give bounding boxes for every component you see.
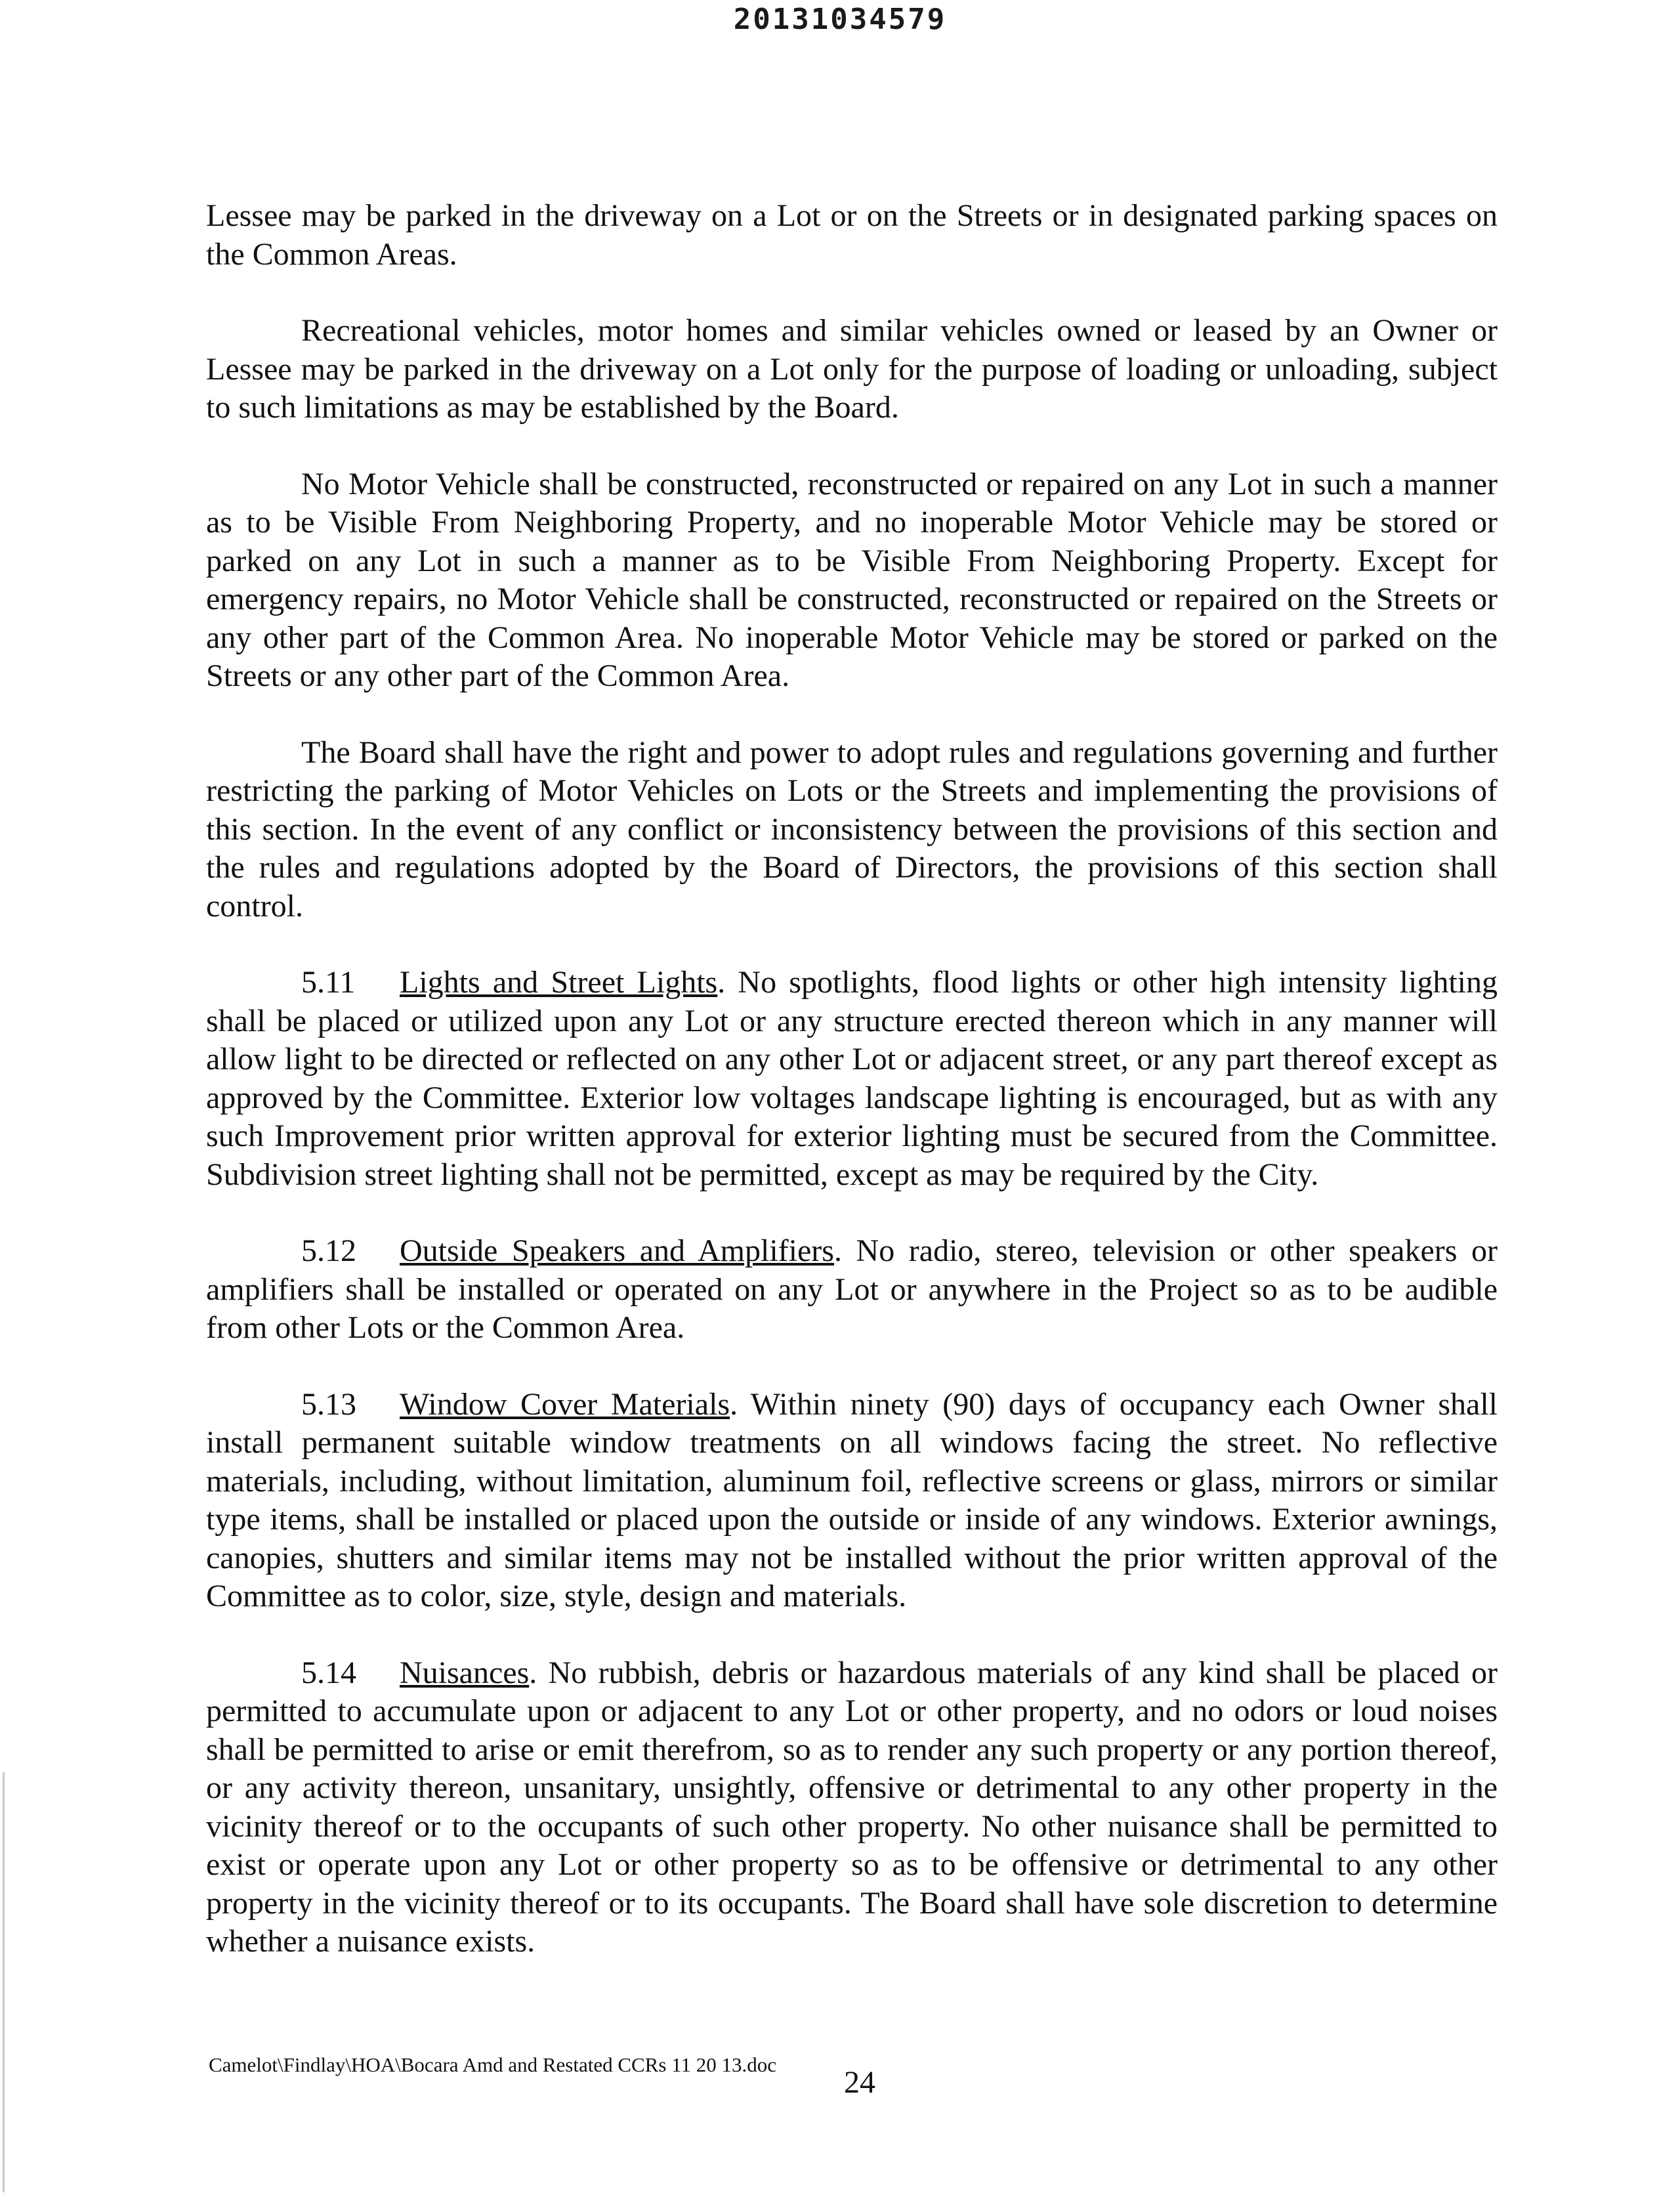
section-body: . No radio, stereo, television or other speakers or amplifiers shall be installed or operated on any Lot or anywhere in the Project so as to be audible from other Lots or the Common Area. <box>206 1233 1498 1345</box>
section-5-13 <box>206 1386 1498 1616</box>
section-title: Outside Speakers and Amplifiers <box>400 1233 834 1268</box>
section-5-12 <box>206 1232 1498 1348</box>
section-number: 5.14 <box>301 1655 356 1690</box>
scan-edge-mark <box>3 1772 5 2192</box>
document-body <box>206 197 1498 1999</box>
section-body: . No rubbish, debris or hazardous materials of any kind shall be placed or permitted to accumulate upon or adjacent to any Lot or other property, and no odors or loud noises shall be permitted to arise or emit therefrom, so as to render any such property or any portion thereof, or any activity thereon, unsanitary, unsightly, offensive or detrimental to any other property in the vicinity thereof or to the occupants of such other property. No other nuisance shall be permitted to exist or operate upon any Lot or other property so as to be offensive or detrimental to any other property in the vicinity thereof or to its occupants. The Board shall have sole discretion to determine whether a nuisance exists. <box>206 1655 1498 1959</box>
document-number: 20131034579 <box>733 3 947 36</box>
paragraph-recreational-vehicles: Recreational vehicles, motor homes and similar vehicles owned or leased by an Owner or Lessee may be parked in the driveway on a Lot only for the purpose of loading or unloading, subject to such limitations as may be established by the Board. <box>206 313 1498 425</box>
section-number: 5.13 <box>301 1386 356 1422</box>
section-number: 5.12 <box>301 1233 356 1268</box>
section-5-11 <box>206 964 1498 1194</box>
section-title: Lights and Street Lights <box>400 965 718 1000</box>
paragraph-board-parking-rules: The Board shall have the right and power to adopt rules and regulations governing and further restricting the parking of Motor Vehicles on Lots or the Streets and implementing the provisions of this section. In the event of any conflict or inconsistency between the provisions of this section and the rules and regulations adopted by the Board of Directors, the provisions of this section shall control. <box>206 735 1498 924</box>
paragraph-parking-continued: Lessee may be parked in the driveway on a Lot or on the Streets or in designated parking spaces on the Common Areas. <box>206 198 1498 272</box>
section-5-14 <box>206 1654 1498 1961</box>
section-title: Window Cover Materials <box>400 1386 730 1422</box>
page-number: 24 <box>844 2065 875 2100</box>
section-title: Nuisances <box>400 1655 530 1690</box>
footer-file-path: Camelot\Findlay\HOA\Bocara Amd and Restated CCRs 11 20 13.doc <box>209 2053 777 2076</box>
section-body: . No spotlights, flood lights or other high intensity lighting shall be placed or utilized upon any Lot or any structure erected thereon which in any manner will allow light to be directed or reflected on any other Lot or adjacent street, or any part thereof except as approved by the Committee. Exterior low voltages landscape lighting is encouraged, but as with any such Improvement prior written approval for exterior lighting must be secured from the Committee. Subdivision street lighting shall not be permitted, except as may be required by the City. <box>206 965 1498 1192</box>
section-number: 5.11 <box>301 965 356 1000</box>
section-body: . Within ninety (90) days of occupancy each Owner shall install permanent suitable window treatments on all windows facing the street. No reflective materials, including, without limitation, aluminum foil, reflective screens or glass, mirrors or similar type items, shall be installed or placed upon the outside or inside of any windows. Exterior awnings, canopies, shutters and similar items may not be installed without the prior written approval of the Committee as to color, size, style, design and materials. <box>206 1386 1498 1613</box>
paragraph-motor-vehicle-repairs: No Motor Vehicle shall be constructed, reconstructed or repaired on any Lot in such a manner as to be Visible From Neighboring Property, and no inoperable Motor Vehicle may be stored or parked on any Lot in such a manner as to be Visible From Neighboring Property. Except for emergency repairs, no Motor Vehicle shall be constructed, reconstructed or repaired on the Streets or any other part of the Common Area. No inoperable Motor Vehicle may be stored or parked on the Streets or any other part of the Common Area. <box>206 466 1498 693</box>
